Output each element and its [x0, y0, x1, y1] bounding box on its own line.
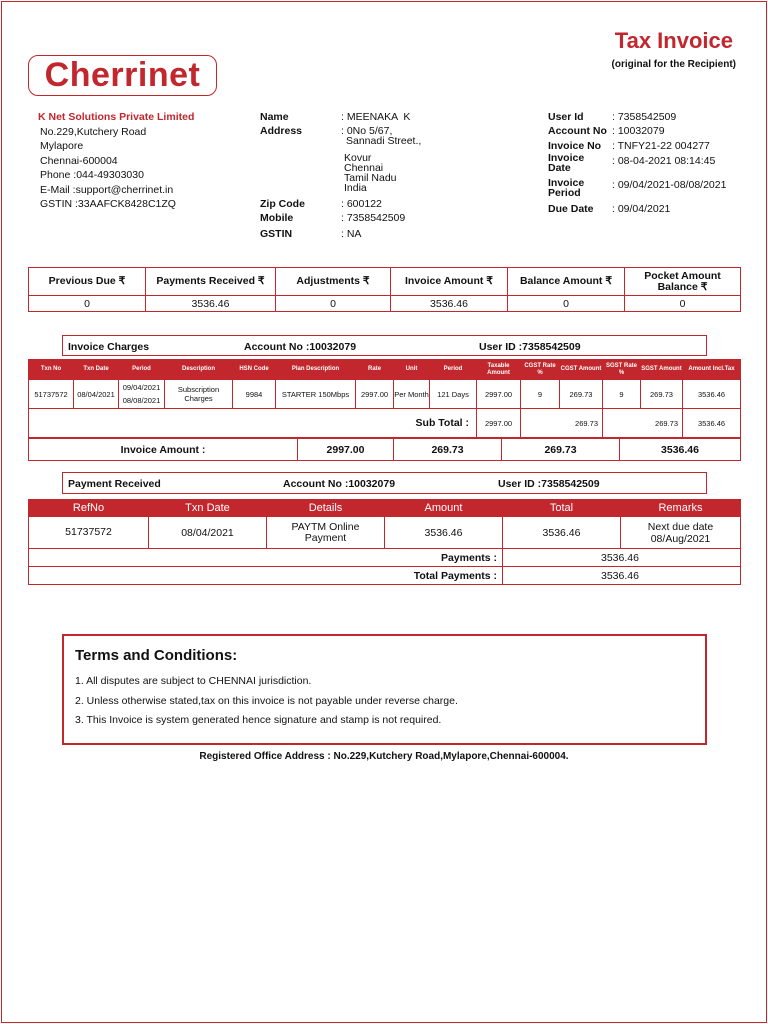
- subtotal-taxable: 2997.00: [477, 409, 521, 438]
- payments-received-value: 3536.46: [146, 296, 276, 312]
- payment-header: Remarks: [621, 500, 741, 517]
- payment-header: Amount: [385, 500, 503, 517]
- payment-remarks: Next due date 08/Aug/2021: [621, 517, 741, 549]
- invoice-amount-label: Invoice Amount :: [29, 439, 298, 461]
- payment-amount: 3536.46: [385, 517, 503, 549]
- summary-header: Payments Received ₹: [146, 268, 276, 296]
- payment-header: Details: [267, 500, 385, 517]
- invoice-charges-label: Invoice Charges: [68, 341, 150, 353]
- due-date-value: : 09/04/2021: [612, 203, 671, 215]
- address-value: : 0No 5/67,: [341, 125, 393, 137]
- zip-value: : 600122: [341, 198, 382, 210]
- payments-label: Payments :: [29, 549, 503, 567]
- address-line: Tamil Nadu: [344, 172, 397, 184]
- payment-account-no: Account No :10032079: [283, 478, 396, 490]
- invoice-amount-cgst: 269.73: [394, 439, 502, 461]
- charges-table: [28, 359, 741, 438]
- invoice-no-label: Invoice No: [548, 140, 602, 152]
- summary-header: Balance Amount ₹: [508, 268, 625, 296]
- txn-no: 51737572: [29, 380, 74, 409]
- summary-header: Pocket Amount Balance ₹: [625, 268, 741, 296]
- balance-amount-value: 0: [508, 296, 625, 312]
- charges-header: Amount Incl.Tax: [683, 360, 741, 380]
- charges-header: Plan Description: [276, 360, 356, 380]
- zip-label: Zip Code: [260, 198, 305, 210]
- charges-account-no: Account No :10032079: [244, 341, 357, 353]
- user-id-label: User Id: [548, 111, 584, 123]
- terms-title: Terms and Conditions:: [75, 647, 238, 664]
- mobile-label: Mobile: [260, 212, 294, 224]
- page-subtitle: (original for the Recipient): [611, 59, 736, 70]
- charges-header-row: [29, 360, 741, 380]
- adjustments-value: 0: [276, 296, 391, 312]
- charges-header: CGST Amount: [560, 360, 603, 380]
- payment-date: 08/04/2021: [149, 517, 267, 549]
- name-value: : MEENAKA K: [341, 111, 411, 123]
- address-line: Sannadi Street.,: [346, 135, 422, 147]
- terms-item: 2. Unless otherwise stated,tax on this invoice is not payable under reverse charge.: [75, 695, 458, 707]
- payments-value: 3536.46: [503, 549, 741, 567]
- invoice-charges-bar: [62, 335, 707, 356]
- payment-received-label: Payment Received: [68, 478, 161, 490]
- payment-ref-no: 51737572: [29, 517, 149, 549]
- table-row: [29, 380, 741, 409]
- due-date-label: Due Date: [548, 203, 594, 215]
- invoice-amount-row: [29, 439, 741, 461]
- cgst-amount: 269.73: [560, 380, 603, 409]
- brand-logo: [28, 55, 217, 96]
- charges-header: Taxable Amount: [477, 360, 521, 380]
- invoice-amount-table: [28, 438, 741, 461]
- period-range: [119, 380, 165, 409]
- terms-box: [62, 634, 707, 745]
- subtotal-row: [29, 409, 741, 438]
- invoice-period-value: : 09/04/2021-08/08/2021: [612, 179, 727, 191]
- charges-header: Txn No: [29, 360, 74, 380]
- charges-user-id: User ID :7358542509: [479, 341, 581, 353]
- summary-header: Invoice Amount ₹: [391, 268, 508, 296]
- payment-header: RefNo: [29, 500, 149, 517]
- company-gstin: GSTIN :33AAFCK8428C1ZQ: [40, 198, 176, 210]
- table-row: [29, 517, 741, 549]
- company-line: Chennai-600004: [40, 154, 118, 167]
- invoice-amount-sgst: 269.73: [502, 439, 620, 461]
- summary-table: [28, 267, 741, 312]
- mobile-value: : 7358542509: [341, 212, 406, 224]
- address-label: Address: [260, 125, 303, 137]
- company-line: Mylapore: [40, 140, 84, 152]
- period-to: 08/08/2021: [122, 396, 161, 405]
- terms-item: 3. This Invoice is system generated hence signature and stamp is not required.: [75, 714, 442, 726]
- total-payments-label: Total Payments :: [29, 567, 503, 585]
- payment-header: Txn Date: [149, 500, 267, 517]
- summary-header: Adjustments ₹: [276, 268, 391, 296]
- name-label: Name: [260, 111, 289, 123]
- account-no-label: Account No: [548, 125, 607, 137]
- address-line: Chennai: [344, 162, 384, 174]
- company-block: [38, 110, 248, 212]
- subtotal-label: Sub Total :: [29, 409, 477, 438]
- address-lines: [344, 153, 397, 193]
- subtotal-cgst: 269.73: [521, 409, 603, 438]
- charges-header: SGST Amount: [641, 360, 683, 380]
- charges-header: SGST Rate %: [603, 360, 641, 380]
- summary-header-row: [29, 268, 741, 296]
- charges-header: Unit: [394, 360, 430, 380]
- terms-item: 1. All disputes are subject to CHENNAI jurisdiction.: [75, 675, 312, 687]
- invoice-no-value: : TNFY21-22 004277: [612, 140, 710, 152]
- company-name: K Net Solutions Private Limited: [38, 111, 195, 123]
- address-line: India: [344, 182, 367, 194]
- gstin-value: : NA: [341, 228, 362, 240]
- pocket-balance-value: 0: [625, 296, 741, 312]
- payment-details: PAYTM Online Payment: [267, 517, 385, 549]
- company-line: No.229,Kutchery Road: [40, 125, 147, 138]
- period-days: 121 Days: [430, 380, 477, 409]
- plan-description: STARTER 150Mbps: [276, 380, 356, 409]
- invoice-amount-total: 3536.46: [620, 439, 741, 461]
- charges-header: Description: [165, 360, 233, 380]
- payment-total: 3536.46: [503, 517, 621, 549]
- company-email: E-Mail :support@cherrinet.in: [40, 183, 174, 196]
- logo-text: Cherrinet: [44, 56, 201, 94]
- charges-header: CGST Rate %: [521, 360, 560, 380]
- payment-received-bar: [62, 472, 707, 494]
- subtotal-total: 3536.46: [683, 409, 741, 438]
- payment-header-row: [29, 500, 741, 517]
- gstin-label: GSTIN: [260, 228, 293, 240]
- taxable-amount: 2997.00: [477, 380, 521, 409]
- company-phone: Phone :044-49303030: [40, 169, 144, 181]
- account-no-value: : 10032079: [612, 125, 665, 137]
- user-id-value: : 7358542509: [612, 111, 677, 123]
- total-payments-row: [29, 567, 741, 585]
- summary-value-row: [29, 296, 741, 312]
- previous-due-value: 0: [29, 296, 146, 312]
- invoice-period-label: Invoice Period: [548, 177, 585, 199]
- description: Subscription Charges: [165, 380, 233, 409]
- total-payments-value: 3536.46: [503, 567, 741, 585]
- charges-header: Period: [430, 360, 477, 380]
- invoice-date-value: : 08-04-2021 08:14:45: [612, 155, 716, 167]
- txn-date: 08/04/2021: [74, 380, 119, 409]
- invoice-amount-value: 3536.46: [391, 296, 508, 312]
- period-from: 09/04/2021: [122, 383, 161, 392]
- payment-user-id: User ID :7358542509: [498, 478, 600, 490]
- address-line: Kovur: [344, 152, 372, 164]
- charges-header: Rate: [356, 360, 394, 380]
- sgst-amount: 269.73: [641, 380, 683, 409]
- payment-table: [28, 499, 741, 585]
- registered-office-address: Registered Office Address : No.229,Kutchery Road,Mylapore,Chennai-600004.: [199, 751, 569, 762]
- payment-header: Total: [503, 500, 621, 517]
- page-title: Tax Invoice: [614, 28, 733, 53]
- rate: 2997.00: [356, 380, 394, 409]
- cgst-rate: 9: [521, 380, 560, 409]
- charges-header: Txn Date: [74, 360, 119, 380]
- charges-header: HSN Code: [233, 360, 276, 380]
- invoice-amount-taxable: 2997.00: [298, 439, 394, 461]
- subtotal-sgst: 269.73: [603, 409, 683, 438]
- payments-row: [29, 549, 741, 567]
- charges-header: Period: [119, 360, 165, 380]
- unit: Per Month: [394, 380, 430, 409]
- invoice-date-label: Invoice Date: [548, 152, 585, 174]
- hsn-code: 9984: [233, 380, 276, 409]
- sgst-rate: 9: [603, 380, 641, 409]
- amount-incl-tax: 3536.46: [683, 380, 741, 409]
- summary-header: Previous Due ₹: [29, 268, 146, 296]
